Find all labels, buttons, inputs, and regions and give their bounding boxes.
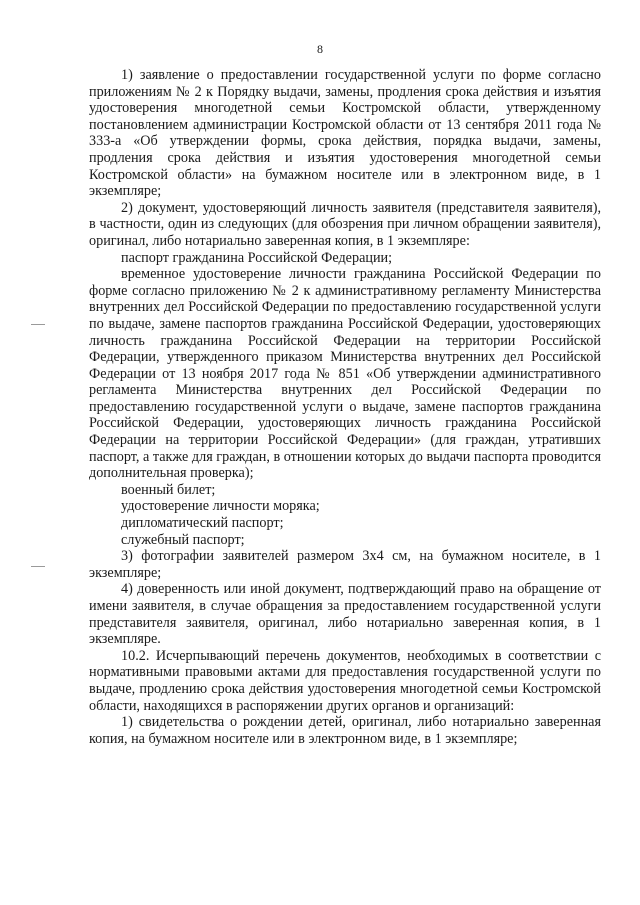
paragraph-item-4-power-of-attorney: 4) доверенность или иной документ, подтверждающий право на обращение от имени заявителя, в случае обращения за предоставлением государственной услуги представителя заявителя, оригинал, либо нотариально заверенная копия, в 1 экземпляре. — [89, 581, 601, 648]
document-body — [89, 67, 601, 747]
paragraph-item-1-application: 1) заявление о предоставлении государственной услуги по форме согласно приложениям № 2 к Порядку выдачи, замены, продления срока действия и изъятия удостоверения многодетной семьи Костромской области, утвержденному постановлением администрации Костромской области от 13 сентября 2011 года № 333-а «Об утверждении формы, срока действия, порядка выдачи, замены, продления срока действия и изъятия удостоверения многодетной семьи Костромской области» на бумажном носителе или в электронном виде, в 1 экземпляре; — [89, 67, 601, 200]
paragraph-item-2-identity-document: 2) документ, удостоверяющий личность заявителя (представителя заявителя), в частности, один из следующих (для обозрения при личном обращении заявителя), оригинал, либо нотариально заверенная копия, в 1 экземпляре: — [89, 199, 601, 249]
scan-mark — [31, 566, 45, 567]
paragraph-item-3-photos: 3) фотографии заявителей размером 3х4 см, на бумажном носителе, в 1 экземпляре; — [89, 548, 601, 581]
paragraph-diplomatic-passport: дипломатический паспорт; — [121, 515, 284, 532]
paragraph-passport: паспорт гражданина Российской Федерации; — [121, 249, 393, 266]
page-number: 8 — [317, 42, 323, 56]
scan-mark — [31, 324, 45, 325]
paragraph-section-10-2: 10.2. Исчерпывающий перечень документов, необходимых в соответствии с нормативными правовыми актами для предоставления государственной услуги по выдаче, продлению срока действия удостоверения многодетной семьи Костромской области, находящихся в распоряжении других органов и организаций: — [89, 647, 601, 714]
paragraph-temporary-id: временное удостоверение личности гражданина Российской Федерации по форме согласно приложению № 2 к административному регламенту Министерства внутренних дел Российской Федерации по предоставлению государственной услуги по выдаче, замене паспортов гражданина Российской Федерации, удостоверяющих личность гражданина Российской Федерации на территории Российской Федерации, утвержденного приказом Министерства внутренних дел Российской Федерации от 13 ноября 2017 года № 851 «Об утверждении административного регламента Министерства внутренних дел Российской Федерации по предоставлению государственной услуги о выдаче, замене паспортов гражданина Российской Федерации, удостоверяющих личность гражданина Российской Федерации на территории Российской Федерации» (для граждан, утративших паспорт, а также для граждан, в отношении которых до выдачи паспорта проводится дополнительная проверка); — [89, 266, 601, 482]
paragraph-military-id: военный билет; — [121, 481, 216, 498]
paragraph-birth-certificates: 1) свидетельства о рождении детей, оригинал, либо нотариально заверенная копия, на бумажном носителе или в электронном виде, в 1 экземпляре; — [89, 714, 601, 747]
paragraph-seaman-id: удостоверение личности моряка; — [121, 498, 320, 515]
paragraph-service-passport: служебный паспорт; — [121, 531, 245, 548]
